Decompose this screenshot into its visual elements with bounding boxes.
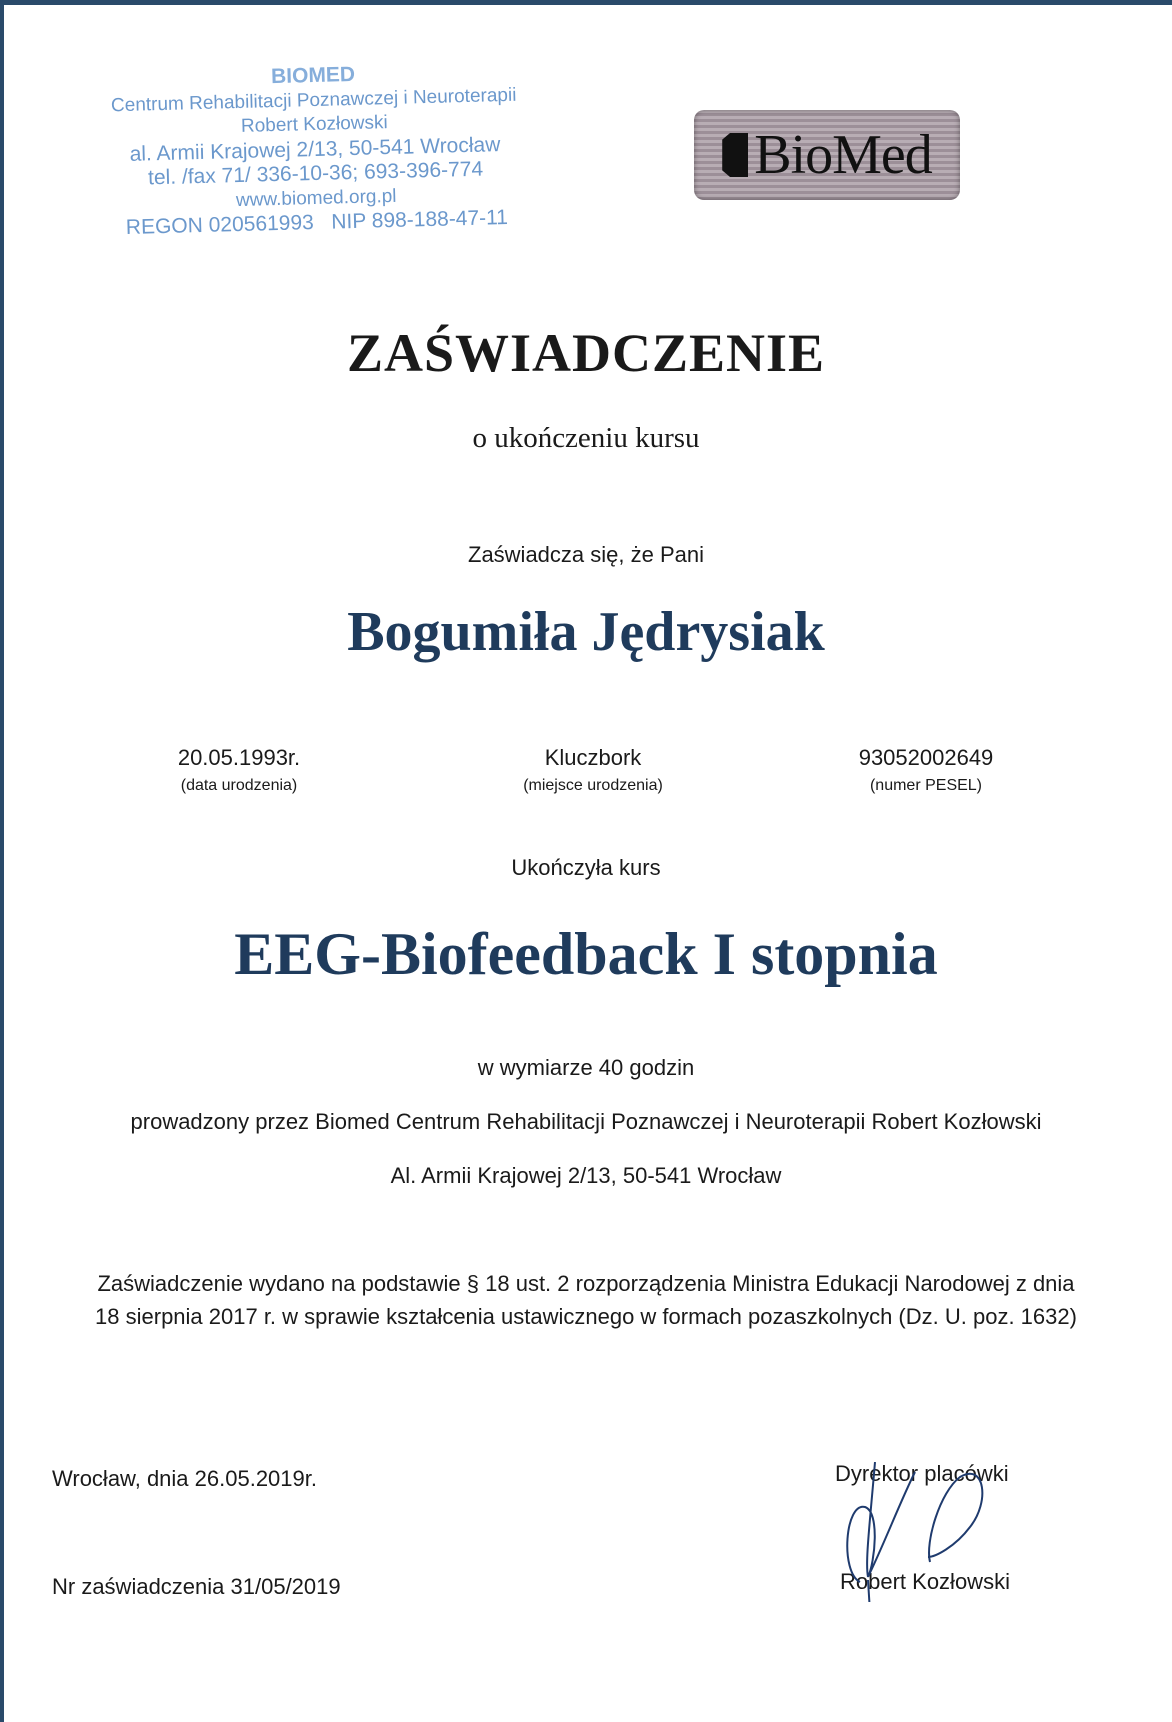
place-and-date: Wrocław, dnia 26.05.2019r. [52,1466,317,1491]
course-name: EEG-Biofeedback I stopnia [234,921,938,987]
stamp-line: Robert Kozłowski [240,112,388,137]
completed-text: Ukończyła kurs [511,855,661,880]
pesel-label: (numer PESEL) [869,777,983,794]
signatory-name: Robert Kozłowski [840,1569,1010,1594]
stamp-line: BIOMED [270,62,356,89]
document-subtitle: o ukończeniu kursu [472,422,700,454]
birth-place [443,745,743,795]
logo-text: BioMed [754,124,932,186]
intro-text: Zaświadcza się, że Pani [468,542,704,567]
pesel [776,745,1076,795]
birth-date [89,745,389,795]
certificate-number: Nr zaświadczenia 31/05/2019 [52,1574,341,1599]
biomed-hologram-logo [694,110,960,200]
signatory-role: Dyrektor placówki [835,1461,1009,1486]
stamp-line: tel. /fax 71/ 336-10-36; 693-396-774 [147,157,484,190]
birth-date-value: 20.05.1993r. [177,745,301,770]
scan-border-top [0,0,1172,5]
document-title: ZAŚWIADCZENIE [346,323,826,383]
birth-date-label: (data urodzenia) [180,777,298,794]
organization-stamp [78,58,552,242]
logo-mark-icon [722,133,748,177]
course-hours: w wymiarze 40 godzin [477,1055,695,1080]
pesel-value: 93052002649 [858,745,994,770]
course-organizer: prowadzony przez Biomed Centrum Rehabilitacji Poznawczej i Neuroterapii Robert Kozłowski [130,1109,1042,1134]
stamp-line: al. Armii Krajowej 2/13, 50-541 Wrocław [129,132,501,166]
birth-place-value: Kluczbork [544,745,642,770]
legal-basis-line: Zaświadczenie wydano na podstawie § 18 ust. 2 rozporządzenia Ministra Edukacji Narodowej z dnia [97,1271,1075,1296]
recipient-name: Bogumiła Jędrysiak [347,601,825,663]
stamp-line: REGON 020561993 NIP 898-188-47-11 [125,205,509,239]
organizer-address: Al. Armii Krajowej 2/13, 50-541 Wrocław [390,1163,782,1188]
handwritten-signature [840,1462,1040,1602]
birth-place-label: (miejsce urodzenia) [523,777,663,794]
stamp-line: Centrum Rehabilitacji Poznawczej i Neuroterapii [110,84,517,116]
legal-basis-line: 18 sierpnia 2017 r. w sprawie kształcenia ustawicznego w formach pozaszkolnych (Dz. U. poz. 1632) [95,1304,1077,1329]
stamp-line: www.biomed.org.pl [235,185,397,211]
